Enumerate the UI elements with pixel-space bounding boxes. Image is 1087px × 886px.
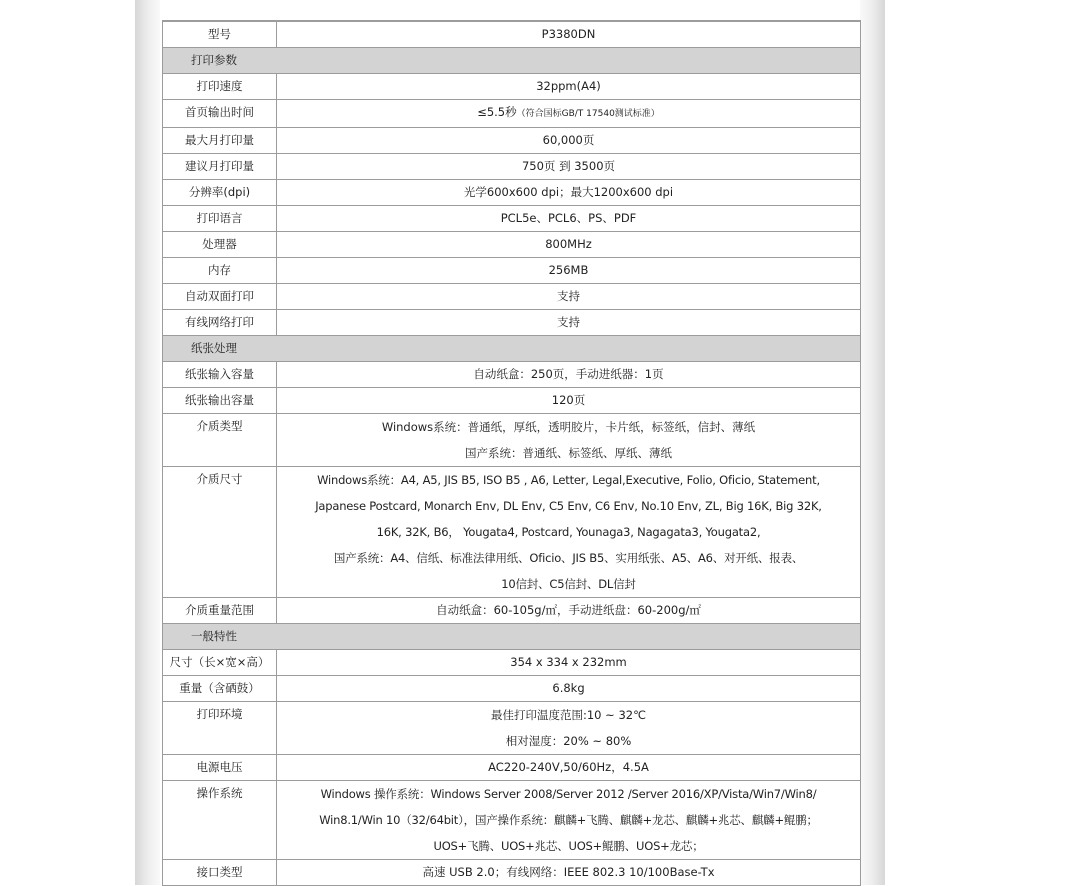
row-value: [277, 781, 861, 860]
row-label: 打印速度: [163, 74, 277, 100]
value-line: Windows系统：普通纸，厚纸，透明胶片，卡片纸，标签纸，信封、薄纸: [381, 420, 756, 434]
row-label: 型号: [163, 21, 277, 48]
row-value: 256MB: [277, 258, 861, 284]
table-row: [163, 702, 861, 755]
row-label: 电源电压: [163, 755, 277, 781]
row-label: 分辨率(dpi): [163, 180, 277, 206]
row-value: 354 x 334 x 232mm: [277, 650, 861, 676]
table-row: [163, 755, 861, 781]
row-value: [277, 467, 861, 598]
section-print-params: [163, 48, 861, 74]
row-value: 60,000页: [277, 128, 861, 154]
row-label: 打印环境: [163, 702, 277, 755]
value-line: 16K, 32K, B6， Yougata4, Postcard, Younaga3, Nagagata3, Yougata2,: [376, 525, 761, 539]
section-title: 打印参数: [163, 48, 861, 74]
row-label: 首页输出时间: [163, 100, 277, 128]
table-row: [163, 206, 861, 232]
value-line: 相对湿度：20% ~ 80%: [505, 734, 632, 748]
row-label: 介质尺寸: [163, 467, 277, 598]
value-note: （符合国标GB/T 17540测试标准）: [516, 109, 660, 119]
table-row: [163, 232, 861, 258]
table-row: [163, 860, 861, 886]
value-line: 最佳打印温度范围:10 ~ 32℃: [490, 708, 646, 722]
value-line: 国产系统：普通纸、标签纸、厚纸、薄纸: [465, 446, 672, 460]
row-value: 6.8kg: [277, 676, 861, 702]
row-label: 介质类型: [163, 414, 277, 467]
row-label: 纸张输出容量: [163, 388, 277, 414]
row-label: 介质重量范围: [163, 598, 277, 624]
table-row: [163, 676, 861, 702]
row-value: PCL5e、PCL6、PS、PDF: [277, 206, 861, 232]
row-label: 重量（含硒鼓）: [163, 676, 277, 702]
row-label: 尺寸（长×宽×高）: [163, 650, 277, 676]
table-row-model: [163, 21, 861, 48]
row-value: [277, 702, 861, 755]
row-label: 接口类型: [163, 860, 277, 886]
table-row: [163, 650, 861, 676]
table-row: [163, 180, 861, 206]
table-row: [163, 781, 861, 860]
row-label: 操作系统: [163, 781, 277, 860]
table-row: [163, 310, 861, 336]
value-line: UOS+飞腾、UOS+兆芯、UOS+鲲鹏、UOS+龙芯；: [433, 839, 704, 853]
row-value: 750页 到 3500页: [277, 154, 861, 180]
value-line: Win8.1/Win 10（32/64bit），国产操作系统：麒麟+飞腾、麒麟+龙芯、麒麟+兆芯、麒麟+鲲鹏；: [319, 813, 818, 827]
section-general-features: [163, 624, 861, 650]
table-row: [163, 284, 861, 310]
row-label: 有线网络打印: [163, 310, 277, 336]
value-line: Windows 操作系统：Windows Server 2008/Server 2012 /Server 2016/XP/Vista/Win7/Win8/: [320, 787, 817, 801]
row-value: 支持: [277, 310, 861, 336]
row-label: 自动双面打印: [163, 284, 277, 310]
row-label: 建议月打印量: [163, 154, 277, 180]
row-value: 高速 USB 2.0；有线网络：IEEE 802.3 10/100Base-Tx: [277, 860, 861, 886]
value-line: Windows系统：A4, A5, JIS B5, ISO B5 , A6, Letter, Legal,Executive, Folio, Oficio, Statement,: [317, 473, 820, 487]
row-label: 处理器: [163, 232, 277, 258]
row-value: 32ppm(A4): [277, 74, 861, 100]
section-paper-handling: [163, 336, 861, 362]
row-value: 自动纸盒：60-105g/㎡，手动进纸盘：60-200g/㎡: [277, 598, 861, 624]
row-label: 打印语言: [163, 206, 277, 232]
row-value: 自动纸盒：250页，手动进纸器：1页: [277, 362, 861, 388]
table-row: [163, 128, 861, 154]
row-value: [277, 414, 861, 467]
value-text: ≤5.5秒: [477, 105, 517, 119]
table-row: [163, 388, 861, 414]
row-value: 120页: [277, 388, 861, 414]
table-row: [163, 467, 861, 598]
value-line: 国产系统：A4、信纸、标准法律用纸、Oficio、JIS B5、实用纸张、A5、A6、对开纸、报表、: [333, 551, 804, 565]
row-label: 纸张输入容量: [163, 362, 277, 388]
row-value: 支持: [277, 284, 861, 310]
row-label: 内存: [163, 258, 277, 284]
row-value: AC220-240V,50/60Hz，4.5A: [277, 755, 861, 781]
table-row: [163, 100, 861, 128]
row-value: 800MHz: [277, 232, 861, 258]
row-value: [277, 100, 861, 128]
section-title: 纸张处理: [163, 336, 861, 362]
row-label: 最大月打印量: [163, 128, 277, 154]
table-row: [163, 362, 861, 388]
row-value: 光学600x600 dpi；最大1200x600 dpi: [277, 180, 861, 206]
table-row: [163, 598, 861, 624]
value-line: Japanese Postcard, Monarch Env, DL Env, C5 Env, C6 Env, No.10 Env, ZL, Big 16K, Big 32K,: [315, 499, 822, 513]
table-row: [163, 74, 861, 100]
table-row: [163, 154, 861, 180]
spec-table: [162, 20, 861, 886]
row-value: P3380DN: [277, 21, 861, 48]
table-row: [163, 258, 861, 284]
table-row: [163, 414, 861, 467]
section-title: 一般特性: [163, 624, 861, 650]
value-line: 10信封、C5信封、DL信封: [501, 577, 636, 591]
